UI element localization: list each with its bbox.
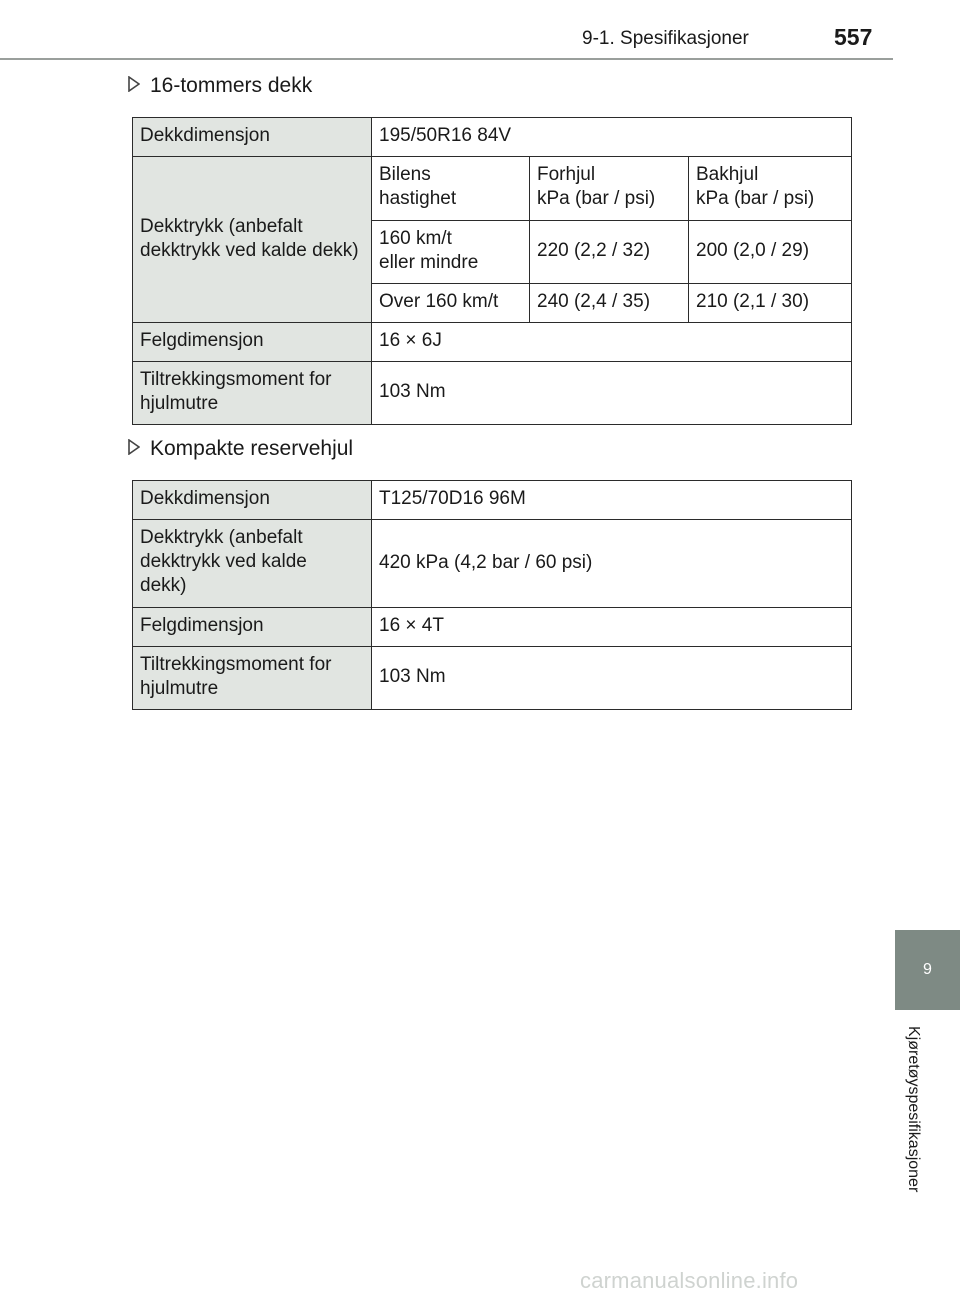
- speed-header: Bilens hastighet: [372, 157, 530, 221]
- table-row: [133, 608, 852, 647]
- section2-title: Kompakte reservehjul: [150, 437, 354, 460]
- section2-heading: [128, 437, 353, 461]
- table-row: [133, 157, 852, 221]
- chapter-tab: 9: [895, 930, 960, 1010]
- rim-size-value: 16 × 6J: [372, 323, 852, 362]
- table-row: [133, 323, 852, 362]
- table-row: [133, 481, 852, 520]
- rim-size-label: Felgdimensjon: [133, 608, 372, 647]
- torque-value: 103 Nm: [372, 362, 852, 425]
- table-row: [133, 647, 852, 710]
- triangle-bullet-icon: [128, 437, 140, 461]
- front-pressure-cell: 220 (2,2 / 32): [530, 221, 689, 284]
- table-row: [133, 362, 852, 425]
- speed-cell: Over 160 km/t: [372, 284, 530, 323]
- spare-tire-table: [132, 480, 852, 710]
- tire-size-label: Dekkdimensjon: [133, 118, 372, 157]
- pressure-label: Dekktrykk (anbefalt dekktrykk ved kalde dekk): [133, 520, 372, 608]
- rim-size-value: 16 × 4T: [372, 608, 852, 647]
- rear-pressure-cell: 210 (2,1 / 30): [689, 284, 852, 323]
- page-number: 557: [834, 24, 873, 50]
- tire-16-table: [132, 117, 852, 425]
- table-row: [133, 118, 852, 157]
- speed-cell: 160 km/t eller mindre: [372, 221, 530, 284]
- table-row: [133, 520, 852, 608]
- front-pressure-cell: 240 (2,4 / 35): [530, 284, 689, 323]
- pressure-value: 420 kPa (4,2 bar / 60 psi): [372, 520, 852, 608]
- torque-value: 103 Nm: [372, 647, 852, 710]
- section1-title: 16-tommers dekk: [150, 74, 313, 97]
- section-header: 9-1. Spesifikasjoner: [582, 28, 749, 49]
- torque-label: Tiltrekkingsmoment for hjulmutre: [133, 362, 372, 425]
- tire-size-label: Dekkdimensjon: [133, 481, 372, 520]
- torque-label: Tiltrekkingsmoment for hjulmutre: [133, 647, 372, 710]
- section1-heading: [128, 74, 312, 98]
- triangle-bullet-icon: [128, 74, 140, 98]
- tire-size-value: T125/70D16 96M: [372, 481, 852, 520]
- pressure-label: Dekktrykk (anbefalt dekktrykk ved kalde dekk): [133, 157, 372, 323]
- rear-header: Bakhjul kPa (bar / psi): [689, 157, 852, 221]
- chapter-label: Kjøretøyspesifikasjoner: [905, 1026, 922, 1193]
- rear-pressure-cell: 200 (2,0 / 29): [689, 221, 852, 284]
- front-header: Forhjul kPa (bar / psi): [530, 157, 689, 221]
- watermark: carmanualsonline.info: [580, 1268, 799, 1293]
- tire-size-value: 195/50R16 84V: [372, 118, 852, 157]
- rim-size-label: Felgdimensjon: [133, 323, 372, 362]
- header-divider: [0, 58, 893, 60]
